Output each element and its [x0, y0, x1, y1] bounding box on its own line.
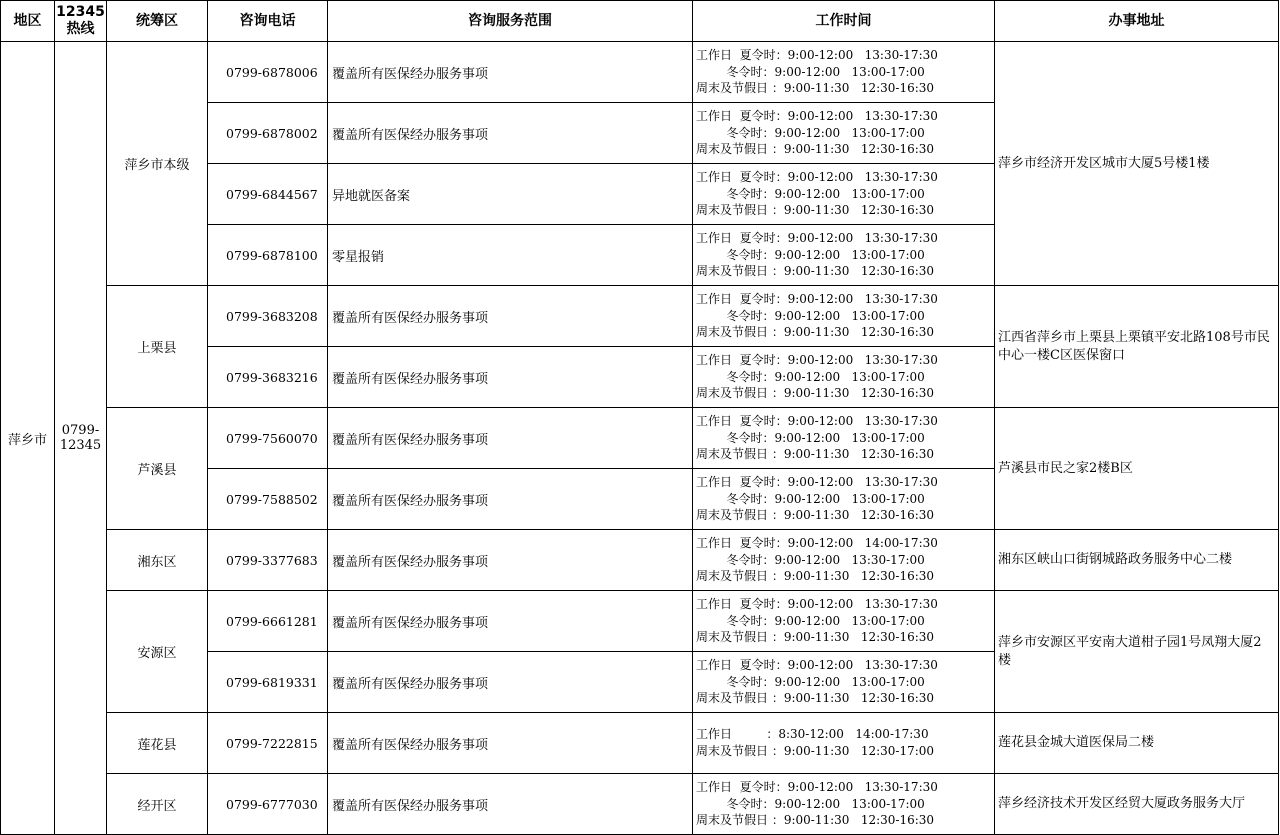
phone-cell: 0799-6878100 [208, 225, 328, 286]
header-scope: 咨询服务范围 [328, 1, 693, 42]
hours-line: 工作日 夏令时：9:00-12:00 13:30-17:30 [696, 658, 938, 673]
hours-line: 周末及节假日 ：9:00-11:30 12:30-16:30 [696, 508, 935, 523]
phone-cell: 0799-6844567 [208, 164, 328, 225]
phone-cell: 0799-7588502 [208, 469, 328, 530]
hours-line: 周末及节假日 ：9:00-11:30 12:30-16:30 [696, 264, 935, 279]
hours-line: 工作日 夏令时：9:00-12:00 13:30-17:30 [696, 780, 938, 795]
hours-line: 周末及节假日 ：9:00-11:30 12:30-16:30 [696, 569, 935, 584]
table-row [1, 408, 1279, 469]
district-cell: 上栗县 [107, 286, 208, 408]
hours-line: 周末及节假日 ：9:00-11:30 12:30-16:30 [696, 325, 935, 340]
phone-cell: 0799-6878002 [208, 103, 328, 164]
scope-cell: 覆盖所有医保经办服务事项 [328, 347, 693, 408]
hours-line: 周末及节假日 ：9:00-11:30 12:30-16:30 [696, 630, 935, 645]
scope-cell: 覆盖所有医保经办服务事项 [328, 408, 693, 469]
hours-line: 冬令时：9:00-12:00 13:00-17:00 [696, 369, 925, 384]
table-row [1, 774, 1279, 835]
hours-line: 周末及节假日 ：9:00-11:30 12:30-16:30 [696, 81, 935, 96]
hours-line: 冬令时：9:00-12:00 13:00-17:00 [696, 247, 925, 262]
hours-cell [693, 652, 995, 713]
hours-line: 工作日 夏令时：9:00-12:00 13:30-17:30 [696, 292, 938, 307]
district-cell: 芦溪县 [107, 408, 208, 530]
scope-cell: 覆盖所有医保经办服务事项 [328, 591, 693, 652]
table-row [1, 286, 1279, 347]
hours-cell [693, 713, 995, 774]
district-cell: 萍乡市本级 [107, 42, 208, 286]
hours-cell [693, 408, 995, 469]
header-hours: 工作时间 [693, 1, 995, 42]
scope-cell: 零星报销 [328, 225, 693, 286]
hours-line: 冬令时：9:00-12:00 13:00-17:00 [696, 125, 925, 140]
hours-cell [693, 469, 995, 530]
hours-line: 工作日 夏令时：9:00-12:00 13:30-17:30 [696, 353, 938, 368]
hours-cell [693, 347, 995, 408]
phone-cell: 0799-6878006 [208, 42, 328, 103]
hours-cell [693, 225, 995, 286]
hours-line: 冬令时：9:00-12:00 13:00-17:00 [696, 430, 925, 445]
district-cell: 安源区 [107, 591, 208, 713]
address-cell: 湘东区峡山口街钢城路政务服务中心二楼 [995, 530, 1279, 591]
hours-line: 周末及节假日 ：9:00-11:30 12:30-16:30 [696, 813, 935, 828]
scope-cell: 覆盖所有医保经办服务事项 [328, 774, 693, 835]
scope-cell: 覆盖所有医保经办服务事项 [328, 103, 693, 164]
hours-line: 工作日 夏令时：9:00-12:00 13:30-17:30 [696, 414, 938, 429]
district-cell: 湘东区 [107, 530, 208, 591]
hours-line: 冬令时：9:00-12:00 13:00-17:00 [696, 613, 925, 628]
scope-cell: 覆盖所有医保经办服务事项 [328, 713, 693, 774]
hours-cell [693, 164, 995, 225]
phone-cell: 0799-7222815 [208, 713, 328, 774]
scope-cell: 覆盖所有医保经办服务事项 [328, 469, 693, 530]
table-row [1, 530, 1279, 591]
scope-cell: 覆盖所有医保经办服务事项 [328, 286, 693, 347]
address-cell: 萍乡经济技术开发区经贸大厦政务服务大厅 [995, 774, 1279, 835]
scope-cell: 覆盖所有医保经办服务事项 [328, 530, 693, 591]
table-row [1, 713, 1279, 774]
hours-line: 工作日 夏令时：9:00-12:00 13:30-17:30 [696, 170, 938, 185]
hours-line: 工作日 夏令时：9:00-12:00 13:30-17:30 [696, 231, 938, 246]
scope-cell: 覆盖所有医保经办服务事项 [328, 652, 693, 713]
hours-line: 工作日 夏令时：9:00-12:00 13:30-17:30 [696, 475, 938, 490]
hours-cell [693, 591, 995, 652]
address-cell: 萍乡市安源区平安南大道柑子园1号凤翔大厦2楼 [995, 591, 1279, 713]
hours-line: 工作日 夏令时：9:00-12:00 13:30-17:30 [696, 597, 938, 612]
phone-cell: 0799-3683216 [208, 347, 328, 408]
hours-line: 冬令时：9:00-12:00 13:00-17:00 [696, 674, 925, 689]
phone-cell: 0799-7560070 [208, 408, 328, 469]
hours-cell [693, 774, 995, 835]
hours-cell [693, 42, 995, 103]
scope-cell: 异地就医备案 [328, 164, 693, 225]
hours-line: 工作日 ：8:30-12:00 14:00-17:30 [696, 727, 929, 742]
header-region: 地区 [1, 1, 55, 42]
hours-line: 冬令时：9:00-12:00 13:00-17:00 [696, 796, 925, 811]
address-cell: 芦溪县市民之家2楼B区 [995, 408, 1279, 530]
hours-line: 工作日 夏令时：9:00-12:00 13:30-17:30 [696, 109, 938, 124]
district-cell: 经开区 [107, 774, 208, 835]
hours-line: 工作日 夏令时：9:00-12:00 14:00-17:30 [696, 536, 938, 551]
hours-line: 冬令时：9:00-12:00 13:00-17:00 [696, 491, 925, 506]
table-row [1, 42, 1279, 103]
phone-cell: 0799-6777030 [208, 774, 328, 835]
address-cell: 江西省萍乡市上栗县上栗镇平安北路108号市民中心一楼C区医保窗口 [995, 286, 1279, 408]
header-phone: 咨询电话 [208, 1, 328, 42]
address-cell: 莲花县金城大道医保局二楼 [995, 713, 1279, 774]
phone-cell: 0799-6661281 [208, 591, 328, 652]
hotline-cell: 0799- 12345 [55, 42, 107, 835]
district-cell: 莲花县 [107, 713, 208, 774]
hours-line: 工作日 夏令时：9:00-12:00 13:30-17:30 [696, 48, 938, 63]
hours-line: 冬令时：9:00-12:00 13:00-17:00 [696, 64, 925, 79]
phone-cell: 0799-3377683 [208, 530, 328, 591]
scope-cell: 覆盖所有医保经办服务事项 [328, 42, 693, 103]
hours-line: 周末及节假日 ：9:00-11:30 12:30-16:30 [696, 691, 935, 706]
hours-line: 周末及节假日 ：9:00-11:30 12:30-16:30 [696, 142, 935, 157]
header-row [1, 1, 1279, 42]
hours-cell [693, 103, 995, 164]
hours-line: 周末及节假日 ：9:00-11:30 12:30-16:30 [696, 203, 935, 218]
address-cell: 萍乡市经济开发区城市大厦5号楼1楼 [995, 42, 1279, 286]
hours-line: 周末及节假日 ：9:00-11:30 12:30-16:30 [696, 447, 935, 462]
hours-cell [693, 530, 995, 591]
hours-line: 冬令时：9:00-12:00 13:00-17:00 [696, 308, 925, 323]
region-cell: 萍乡市 [1, 42, 55, 835]
hours-line: 冬令时：9:00-12:00 13:00-17:00 [696, 186, 925, 201]
phone-cell: 0799-3683208 [208, 286, 328, 347]
hours-line: 冬令时：9:00-12:00 13:30-17:00 [696, 552, 925, 567]
table-row [1, 591, 1279, 652]
hours-line: 周末及节假日 ：9:00-11:30 12:30-16:30 [696, 386, 935, 401]
header-district: 统筹区 [107, 1, 208, 42]
hours-line: 周末及节假日 ：9:00-11:30 12:30-17:00 [696, 744, 935, 758]
header-address: 办事地址 [995, 1, 1279, 42]
phone-cell: 0799-6819331 [208, 652, 328, 713]
header-hotline: 12345 热线 [55, 1, 107, 42]
hours-cell [693, 286, 995, 347]
